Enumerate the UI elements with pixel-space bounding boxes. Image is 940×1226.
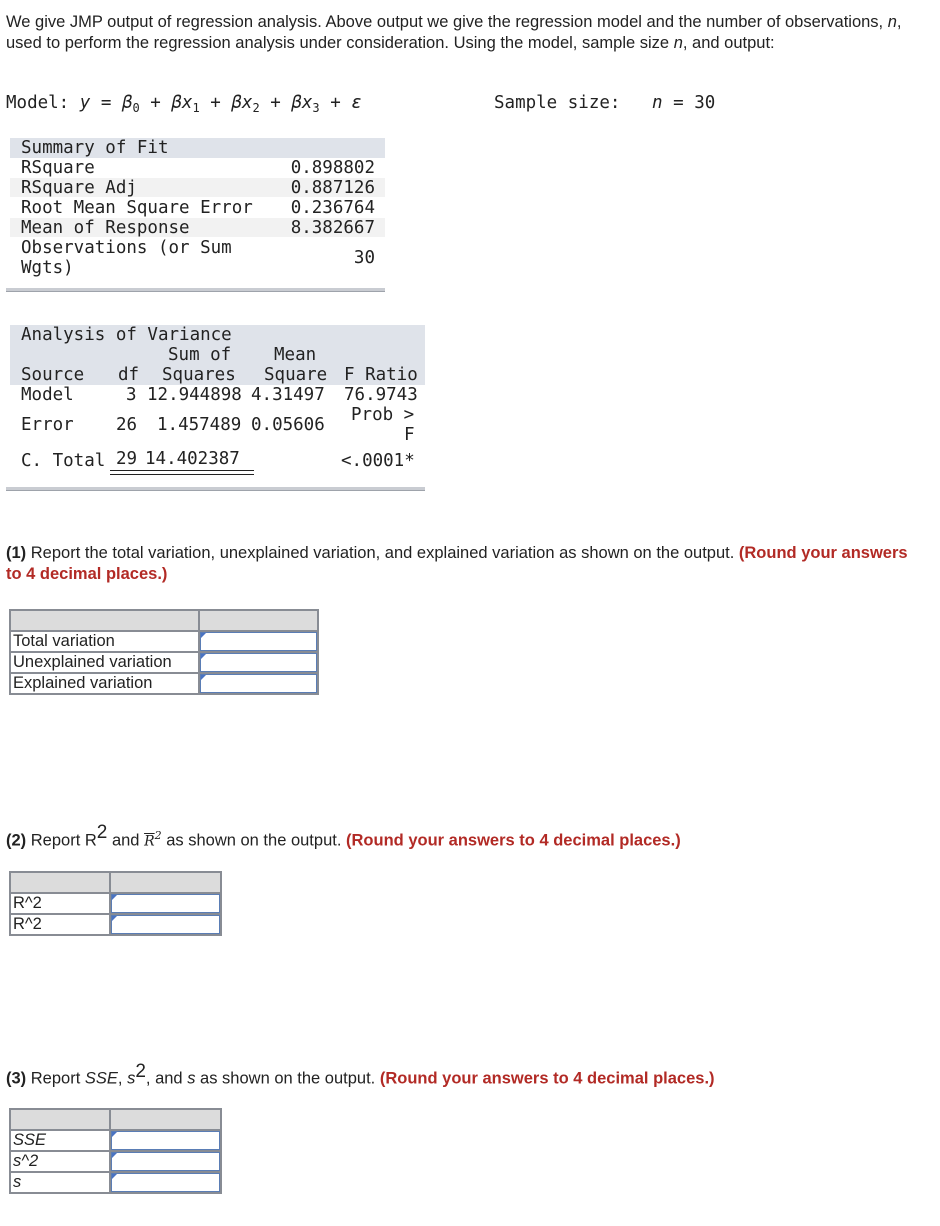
table-header-row — [10, 1109, 221, 1130]
anova-header: Sum of — [168, 345, 232, 365]
anova-cell: Model — [21, 385, 74, 405]
summary-title: Summary of Fit — [21, 138, 169, 158]
total-double-underline — [110, 470, 254, 475]
table-header-row — [10, 610, 318, 631]
anova-cell: 4.31497 — [251, 385, 325, 405]
summary-value: 8.382667 — [290, 218, 375, 238]
summary-label: Wgts) — [21, 258, 74, 278]
summary-label: RSquare — [21, 158, 95, 178]
summary-label: Mean of Response — [21, 218, 190, 238]
q3-answer-table — [9, 1108, 222, 1194]
anova-cell: 26 — [116, 415, 138, 435]
row-label: SSE — [10, 1130, 110, 1151]
summary-divider — [6, 288, 385, 292]
header-cell — [10, 872, 110, 893]
anova-cell: 12.944898 — [147, 385, 242, 405]
table-row — [10, 914, 221, 935]
summary-label: RSquare Adj — [21, 178, 137, 198]
anova-divider — [6, 487, 425, 491]
row-label: Unexplained variation — [10, 652, 199, 673]
sample-size: Sample size: n = 30 — [494, 93, 716, 113]
q1-answer-table — [9, 609, 319, 695]
anova-header: df — [118, 365, 140, 385]
anova-header: Mean — [274, 345, 317, 365]
question-1: (1) Report the total variation, unexplained variation, and explained variation as shown on the output. (Round your answers to 4 decimal places.) — [6, 544, 908, 583]
anova-cell: C. Total — [21, 451, 106, 471]
summary-of-fit-table — [10, 138, 385, 296]
anova-cell: <.0001* — [341, 451, 415, 471]
table-row — [10, 631, 318, 652]
row-label: R^2 — [10, 914, 110, 935]
header-cell — [110, 872, 221, 893]
anova-cell: 29 — [116, 449, 138, 469]
s-squared-input[interactable] — [110, 1151, 221, 1172]
row-label: s — [10, 1172, 110, 1193]
table-header-row — [10, 872, 221, 893]
anova-cell: F — [404, 425, 415, 445]
summary-label: Observations (or Sum — [21, 238, 232, 258]
anova-cell: 1.457489 — [157, 415, 242, 435]
table-row — [10, 652, 318, 673]
table-row — [10, 1151, 221, 1172]
summary-label: Root Mean Square Error — [21, 198, 253, 218]
anova-cell: 76.9743 — [344, 385, 418, 405]
anova-cell: Prob > — [351, 405, 415, 425]
table-row — [10, 893, 221, 914]
row-label: Explained variation — [10, 673, 199, 694]
anova-title: Analysis of Variance — [21, 325, 232, 345]
q2-answer-table — [9, 871, 222, 936]
header-cell — [110, 1109, 221, 1130]
anova-table — [10, 325, 425, 497]
table-row — [10, 1130, 221, 1151]
explained-variation-input[interactable] — [199, 673, 318, 694]
row-label: s^2 — [10, 1151, 110, 1172]
anova-header: Squares — [162, 365, 236, 385]
anova-cell: 14.402387 — [145, 449, 240, 469]
unexplained-variation-input[interactable] — [199, 652, 318, 673]
anova-header: F Ratio — [344, 365, 418, 385]
row-label: R^2 — [10, 893, 110, 914]
anova-cell: Error — [21, 415, 74, 435]
header-cell — [10, 1109, 110, 1130]
table-row — [10, 1172, 221, 1193]
table-row — [10, 673, 318, 694]
anova-cell: 3 — [126, 385, 137, 405]
header-cell — [199, 610, 318, 631]
header-cell — [10, 610, 199, 631]
row-label: Total variation — [10, 631, 199, 652]
anova-header: Square — [264, 365, 328, 385]
summary-value: 0.887126 — [290, 178, 375, 198]
summary-value: 0.898802 — [290, 158, 375, 178]
anova-header: Source — [21, 365, 85, 385]
summary-value: 30 — [353, 248, 375, 268]
adjusted-r-squared-input[interactable] — [110, 914, 221, 935]
total-variation-input[interactable] — [199, 631, 318, 652]
anova-cell: 0.05606 — [251, 415, 325, 435]
intro-paragraph: We give JMP output of regression analysis. Above output we give the regression model and the number of observations, n, used to perform the regression analysis under consideration. Using the model, sample size n, and output: — [6, 13, 902, 52]
r-squared-input[interactable] — [110, 893, 221, 914]
s-input[interactable] — [110, 1172, 221, 1193]
summary-value: 0.236764 — [290, 198, 375, 218]
question-3: (3) Report SSE, $s^2$, and s as shown on the output. (Round your answers to 4 decimal places.) — [6, 1061, 715, 1088]
model-equation: Model: $y = \beta_0 + \beta x_1 + \beta x_2 + \beta x_3 + \varepsilon$ — [6, 93, 362, 115]
sse-input[interactable] — [110, 1130, 221, 1151]
question-2: (2) Report $R^2$ and $\overline{R}^2$ as shown on the output. (Round your answers to 4 decimal places.) — [6, 822, 681, 850]
